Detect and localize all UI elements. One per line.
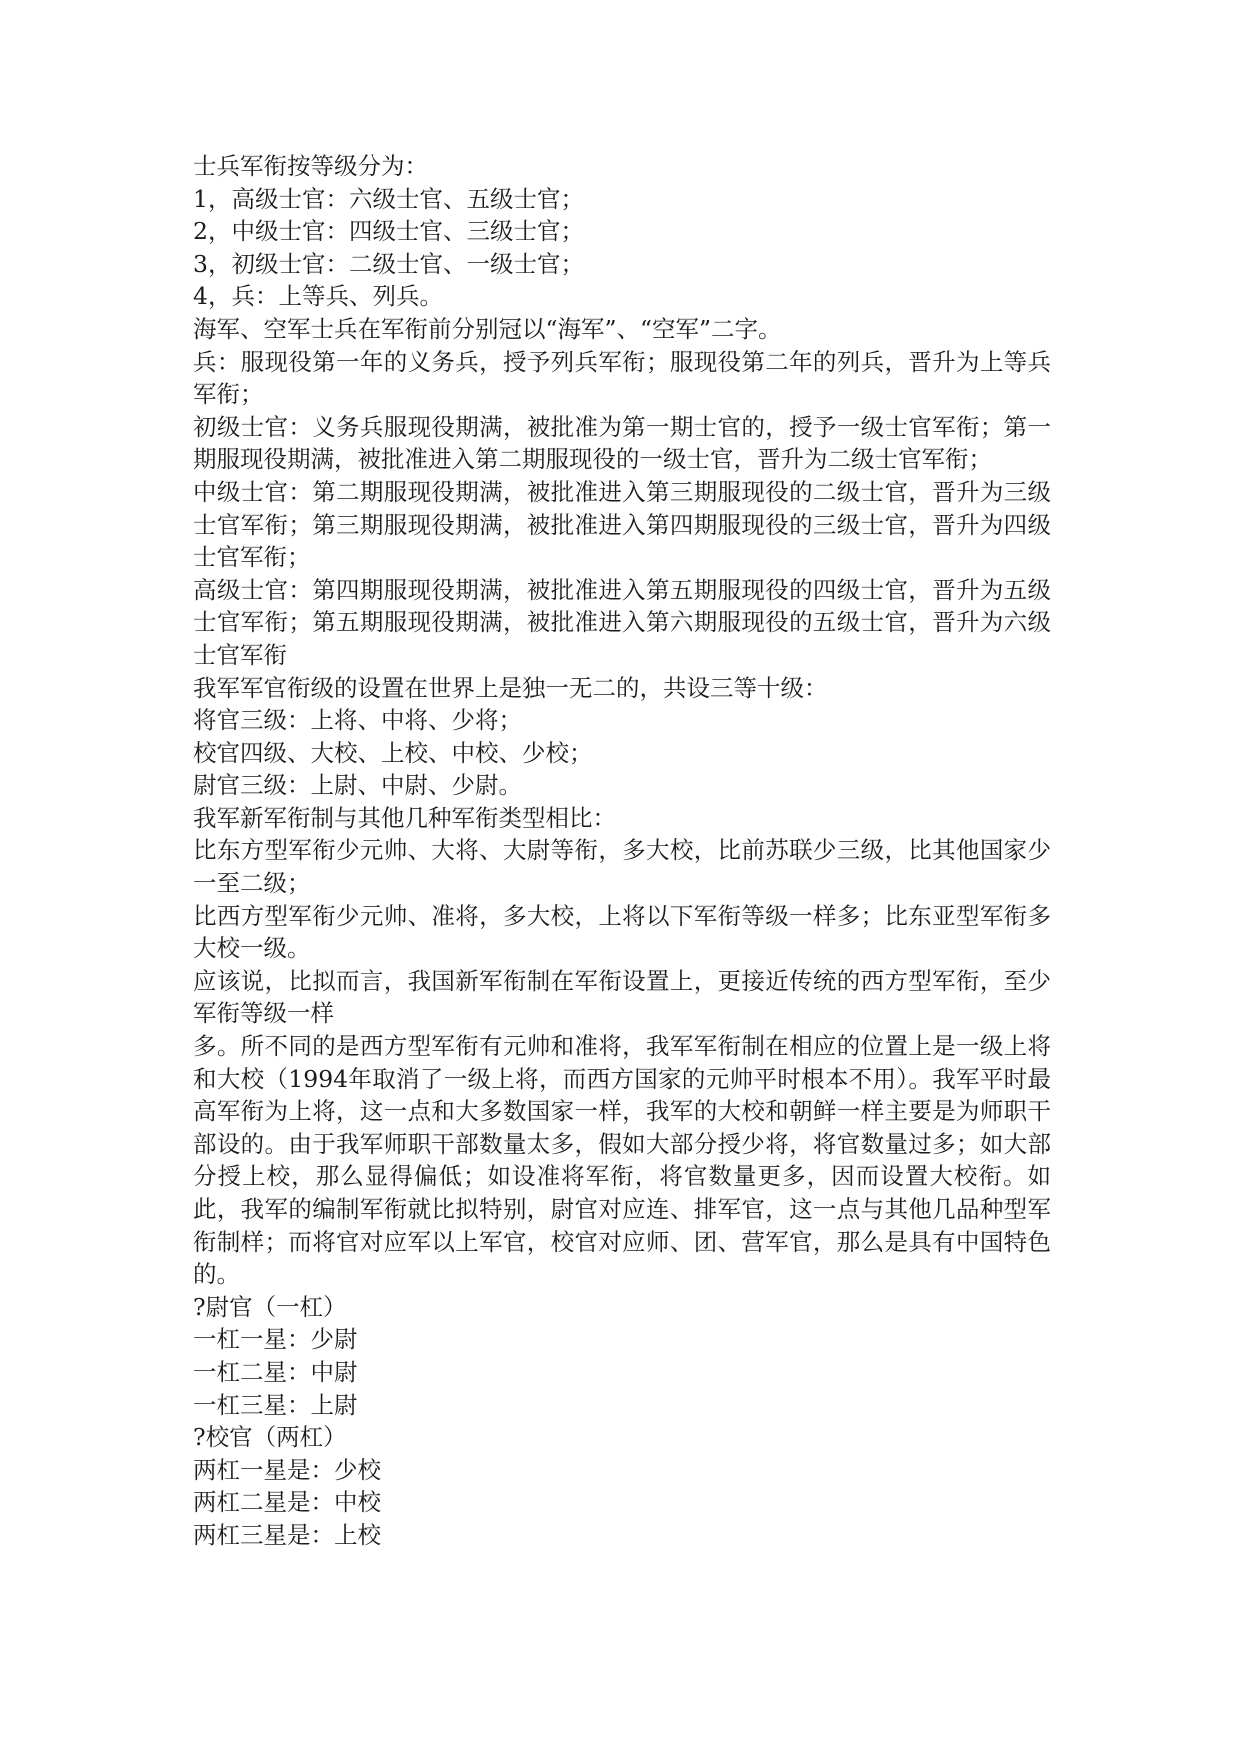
soldier-rank-heading: 士兵军衔按等级分为： xyxy=(193,152,428,180)
officer-rank-intro: 我军军官衔级的设置在世界上是独一无二的，共设三等十级： xyxy=(193,673,828,702)
insignia-field-heading: ?校官（两杠） xyxy=(193,1423,347,1452)
soldier-rank-item-4: 4，兵：上等兵、列兵。 xyxy=(193,282,443,311)
soldier-rank-item-2: 2，中级士官：四级士官、三级士官； xyxy=(193,217,584,246)
navy-airforce-note: 海军、空军士兵在军衔前分别冠以“海军”、“空军”二字。 xyxy=(193,314,782,343)
company-officer-line: 尉官三级：上尉、中尉、少尉。 xyxy=(193,771,522,800)
conclusion-paragraph: 应该说，比拟而言，我国新军衔制在军衔设置上，更接近传统的西方型军衔，至少军衔等级一样 xyxy=(193,966,1051,1028)
insignia-line: 一杠三星：上尉 xyxy=(193,1390,358,1419)
senior-nco-paragraph: 高级士官：第四期服现役期满，被批准进入第五期服现役的四级士官，晋升为五级士官军衔；第五期服现役期满，被批准进入第六期服现役的五级士官，晋升为六级士官军衔 xyxy=(193,575,1051,669)
private-rank-paragraph: 兵：服现役第一年的义务兵，授予列兵军衔；服现役第二年的列兵，晋升为上等兵军衔； xyxy=(193,347,1051,409)
insignia-line: 两杠二星是：中校 xyxy=(193,1488,381,1517)
insignia-company-heading: ?尉官（一杠） xyxy=(193,1292,347,1321)
comparison-intro: 我军新军衔制与其他几种军衔类型相比： xyxy=(193,803,616,832)
soldier-rank-item-1: 1，高级士官：六级士官、五级士官； xyxy=(193,184,584,213)
insignia-line: 一杠一星：少尉 xyxy=(193,1325,358,1354)
junior-nco-paragraph: 初级士官：义务兵服现役期满，被批准为第一期士官的，授予一级士官军衔；第一期服现役期满，被批准进入第二期服现役的一级士官，晋升为二级士官军衔； xyxy=(193,412,1051,474)
field-officer-line: 校官四级、大校、上校、中校、少校； xyxy=(193,738,593,767)
insignia-line: 两杠一星是：少校 xyxy=(193,1455,381,1484)
insignia-line: 两杠三星是：上校 xyxy=(193,1520,381,1549)
document-body xyxy=(193,150,1051,1552)
general-officer-line: 将官三级：上将、中将、少将； xyxy=(193,706,522,735)
eastern-comparison-paragraph: 比东方型军衔少元帅、大将、大尉等衔，多大校，比前苏联少三级，比其他国家少一至二级； xyxy=(193,836,1051,898)
soldier-rank-item-3: 3，初级士官：二级士官、一级士官； xyxy=(193,249,584,278)
insignia-line: 一杠二星：中尉 xyxy=(193,1357,358,1386)
western-comparison-paragraph: 比西方型军衔少元帅、准将，多大校，上将以下军衔等级一样多；比东亚型军衔多大校一级。 xyxy=(193,901,1051,963)
rank-system-explanation: 多。所不同的是西方型军衔有元帅和准将，我军军衔制在相应的位置上是一级上将和大校（1994年取消了一级上将，而西方国家的元帅平时根本不用）。我军平时最高军衔为上将，这一点和大多数国家一样，我军的大校和朝鲜一样主要是为师职干部设的。由于我军师职干部数量太多，假如大部分授少将，将官数量过多；如大部分授上校，那么显得偏低；如设准将军衔，将官数量更多，因而设置大校衔。如此，我军的编制军衔就比拟特别，尉官对应连、排军官，这一点与其他几品种型军衔制样；而将官对应军以上军官，校官对应师、团、营军官，那么是具有中国特色的。 xyxy=(193,1032,1051,1289)
middle-nco-paragraph: 中级士官：第二期服现役期满，被批准进入第三期服现役的二级士官，晋升为三级士官军衔；第三期服现役期满，被批准进入第四期服现役的三级士官，晋升为四级士官军衔； xyxy=(193,477,1051,572)
